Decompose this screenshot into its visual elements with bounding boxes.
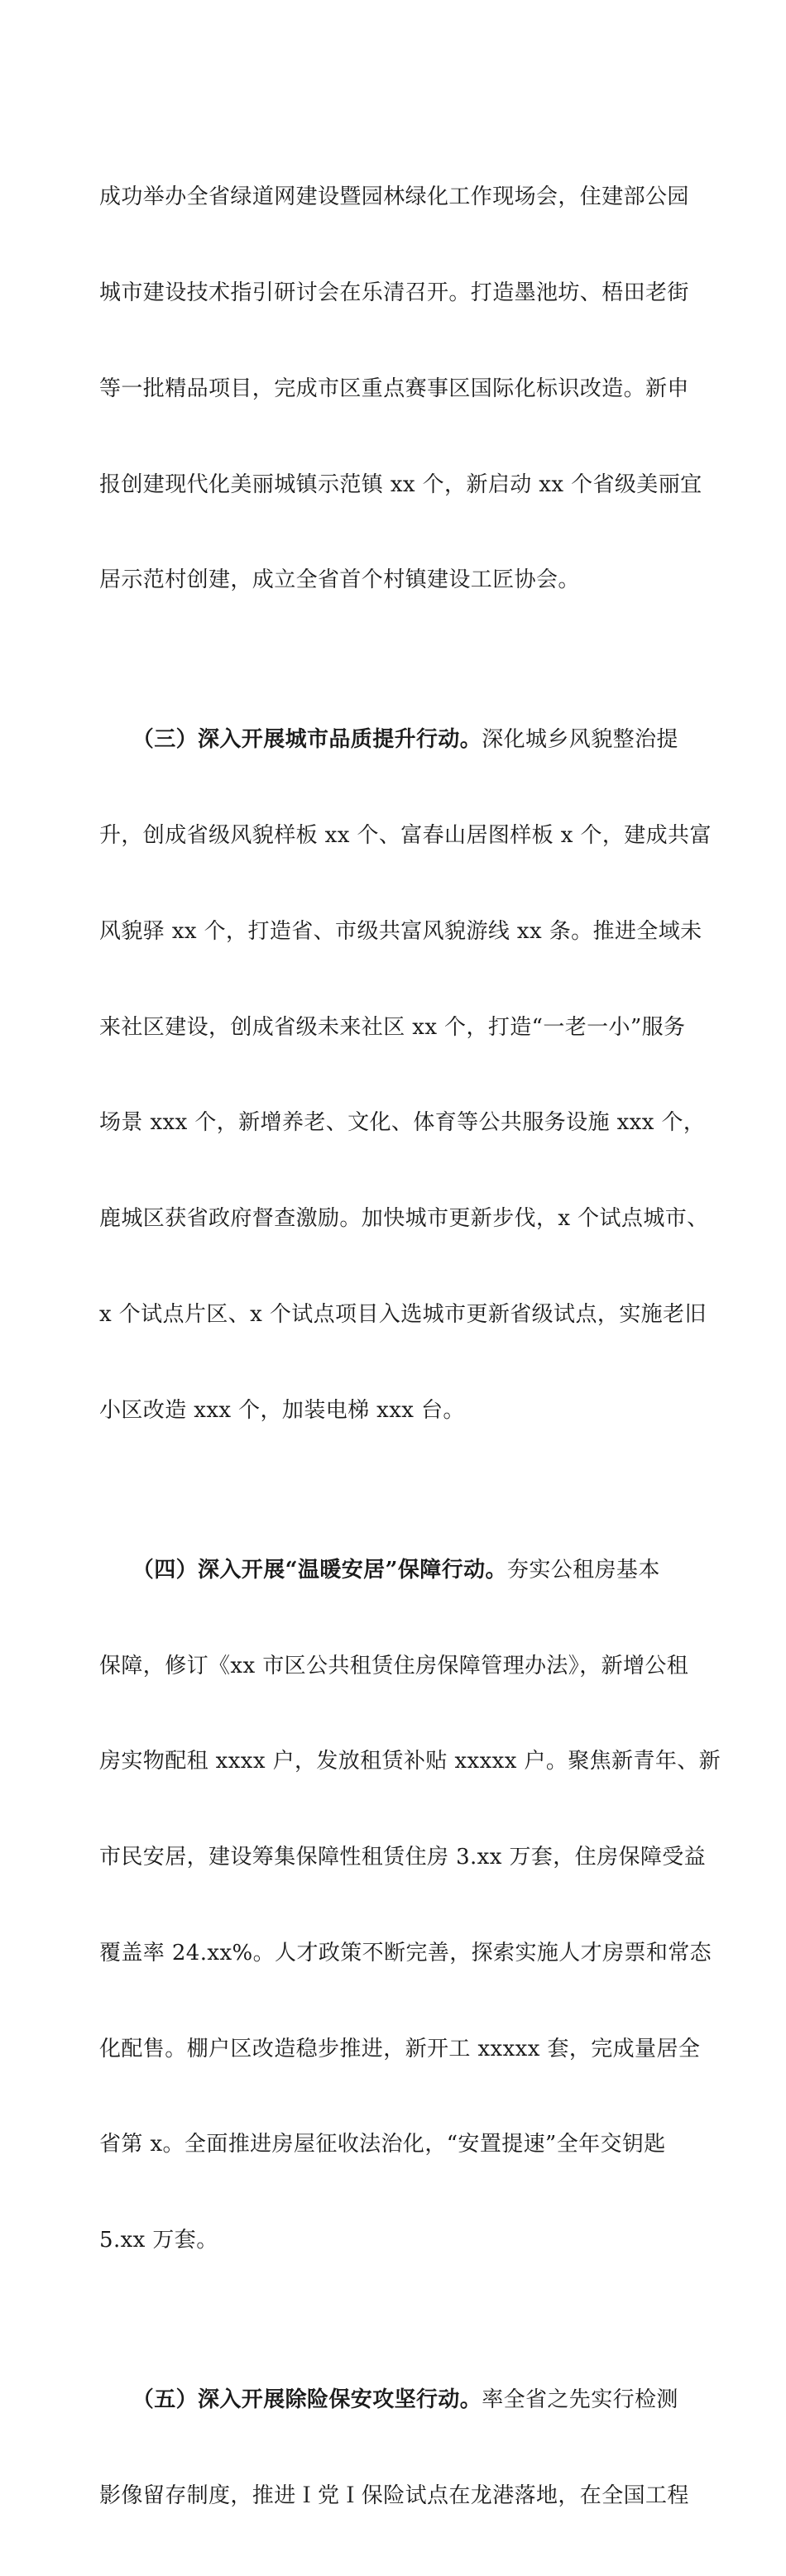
text-line: 小区改造 xxx 个，加装电梯 xxx 台。 <box>99 1397 465 1423</box>
text-line: 房实物配租 xxxx 户，发放租赁补贴 xxxxx 户。聚焦新青年、新 <box>99 1749 721 1774</box>
text-line: 5.xx 万套。 <box>99 2228 218 2253</box>
paragraph-section-4-housing <box>99 1491 721 2320</box>
text-line: 覆盖率 24.xx%。人才政策不断完善，探索实施人才房票和常态 <box>99 1940 712 1966</box>
text-line: 化配售。棚户区改造稳步推进，新开工 xxxxx 套，完成量居全 <box>99 2036 701 2061</box>
section-heading: （四）深入开展“温暖安居”保障行动。 <box>99 1557 507 1582</box>
paragraph-section-5-safety <box>99 2320 688 2576</box>
text-line: 升，创成省级风貌样板 xx 个、富春山居图样板 x 个，建成共富 <box>99 823 712 849</box>
text-line: 报创建现代化美丽城镇示范镇 xx 个，新启动 xx 个省级美丽宜 <box>99 472 702 497</box>
text-line: 等一批精品项目，完成市区重点赛事区国际化标识改造。新申 <box>99 376 689 401</box>
text-line: 影像留存制度，推进Ｉ党Ｉ保险试点在龙港落地，在全国工程 <box>99 2483 689 2508</box>
text-line: 成功举办全省绿道网建设暨园林绿化工作现场会，住建部公园 <box>99 184 689 210</box>
section-heading: （三）深入开展城市品质提升行动。 <box>99 727 482 753</box>
text-line: 城市建设技术指引研讨会在乐清召开。打造墨池坊、梧田老街 <box>99 280 689 305</box>
section-heading-line: （三）深入开展城市品质提升行动。深化城乡风貌整治提 <box>99 727 678 753</box>
section-heading: （五）深入开展除险保安攻坚行动。 <box>99 2387 482 2413</box>
text-line: 市民安居，建设筹集保障性租赁住房 3.xx 万套，住房保障受益 <box>99 1845 707 1870</box>
text-line: 保障，修订《xx 市区公共租赁住房保障管理办法》，新增公租 <box>99 1653 689 1678</box>
text-line: 来社区建设，创成省级未来社区 xx 个，打造“一老一小”服务 <box>99 1014 686 1040</box>
text-line: 场景 xxx 个，新增养老、文化、体育等公共服务设施 xxx 个， <box>99 1110 706 1136</box>
section-heading-line: （五）深入开展除险保安攻坚行动。率全省之先实行检测 <box>99 2387 678 2413</box>
text-line: 鹿城区获省政府督查激励。加快城市更新步伐，x 个试点城市、 <box>99 1206 709 1232</box>
text-line: 居示范村创建，成立全省首个村镇建设工匠协会。 <box>99 567 580 593</box>
section-heading-line: （四）深入开展“温暖安居”保障行动。夯实公租房基本 <box>99 1557 660 1582</box>
text-line: x 个试点片区、x 个试点项目入选城市更新省级试点，实施老旧 <box>99 1301 707 1327</box>
text-line: 风貌驿 xx 个，打造省、市级共富风貌游线 xx 条。推进全域未 <box>99 918 702 944</box>
document-body <box>99 117 721 2576</box>
paragraph-greenway <box>99 117 702 660</box>
paragraph-section-3-city-quality <box>99 660 712 1490</box>
text-line: 省第 x。全面推进房屋征收法治化，“安置提速”全年交钥匙 <box>99 2132 666 2157</box>
